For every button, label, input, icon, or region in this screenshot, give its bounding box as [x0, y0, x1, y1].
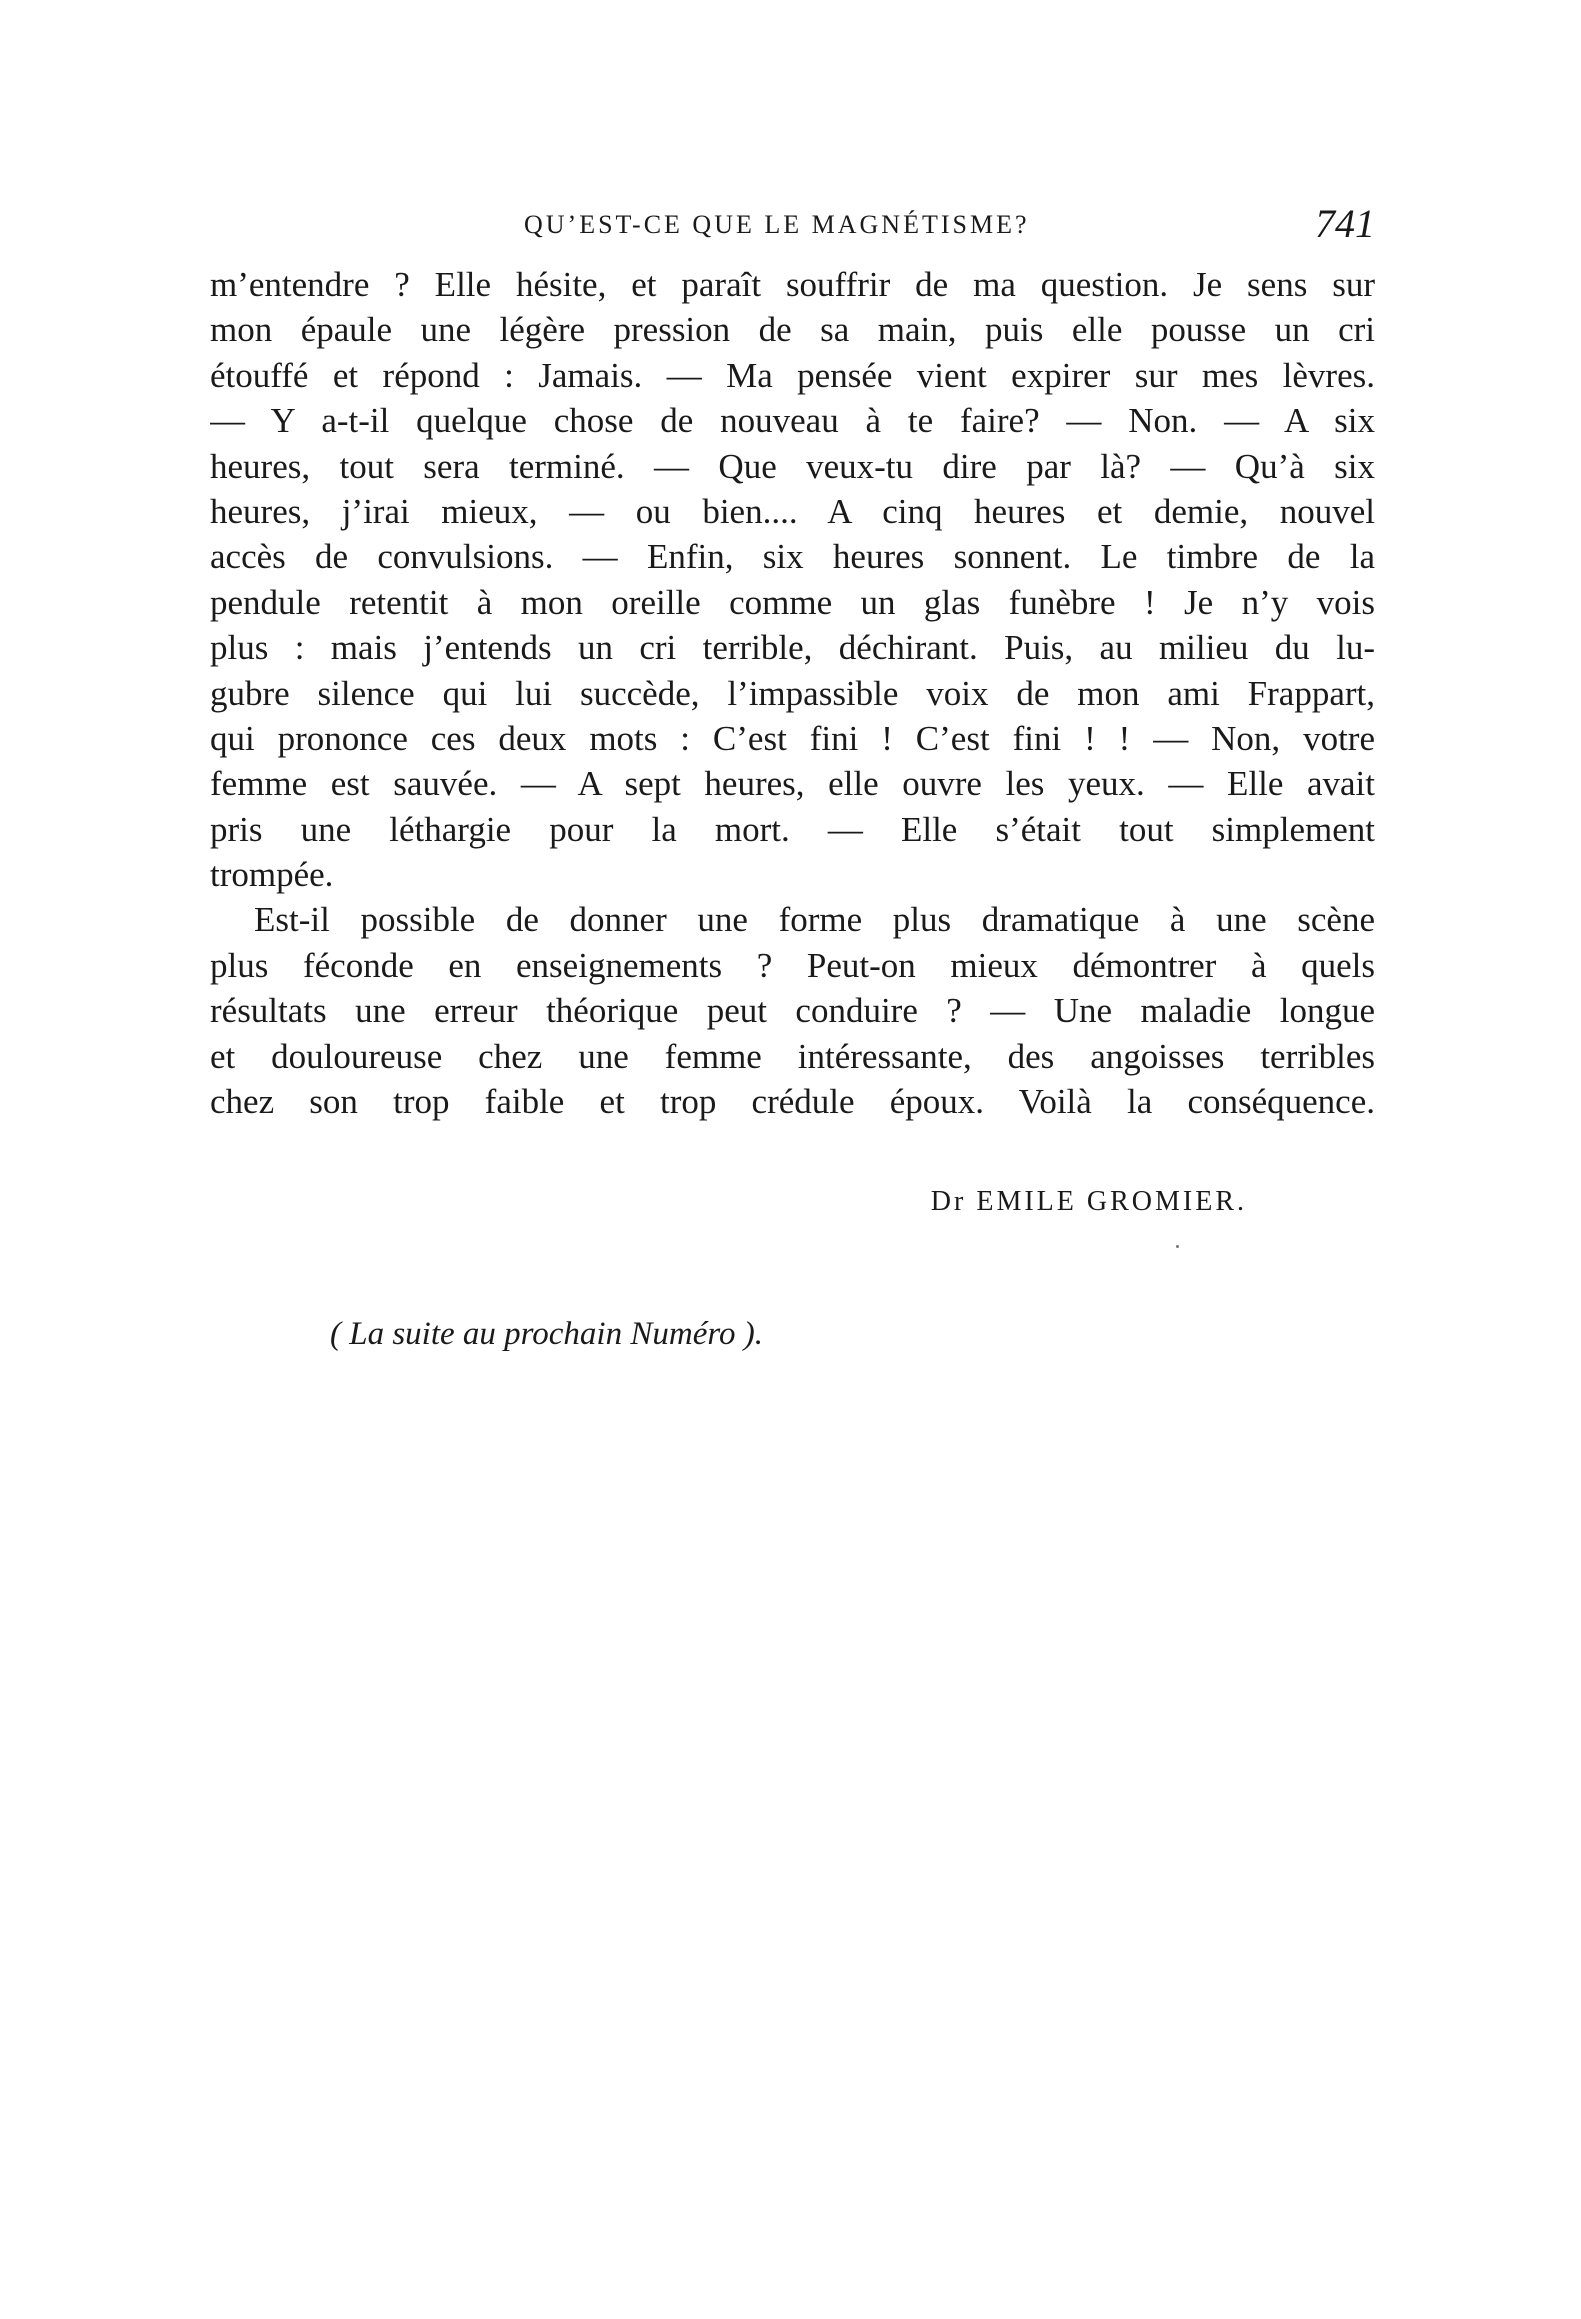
author-signature: Dr EMILE GROMIER.	[930, 1186, 1247, 1217]
text-line: étouffé et répond : Jamais. — Ma pensée vient expirer sur mes lèvres.	[210, 355, 1375, 395]
text-line: m’entendre ? Elle hésite, et paraît souffrir de ma question. Je sens sur	[210, 265, 1375, 304]
text-line: qui prononce ces deux mots : C’est fini ! C’est fini ! ! — Non, votre	[210, 718, 1375, 758]
page-number: 741	[1315, 201, 1375, 246]
text-line: pris une léthargie pour la mort. — Elle s’était tout simplement	[210, 809, 1375, 849]
paragraph	[210, 262, 1375, 897]
text-line: — Y a-t-il quelque chose de nouveau à te faire? — Non. — A six	[210, 401, 1375, 441]
text-line: trompée.	[210, 855, 334, 895]
text-line: plus : mais j’entends un cri terrible, déchirant. Puis, au milieu du lu-	[210, 628, 1375, 668]
text-line: gubre silence qui lui succède, l’impassible voix de mon ami Frappart,	[210, 673, 1375, 713]
article-body	[210, 262, 1375, 1124]
paragraph	[210, 897, 1375, 1124]
page-header	[210, 200, 1375, 252]
text-line: accès de convulsions. — Enfin, six heures sonnent. Le timbre de la	[210, 537, 1375, 577]
text-line: pendule retentit à mon oreille comme un glas funèbre ! Je n’y vois	[210, 582, 1375, 622]
text-line: et douloureuse chez une femme intéressante, des angoisses terribles	[210, 1036, 1375, 1076]
text-line: femme est sauvée. — A sept heures, elle ouvre les yeux. — Elle avait	[210, 764, 1375, 804]
text-line: heures, tout sera terminé. — Que veux-tu dire par là? — Qu’à six	[210, 446, 1375, 486]
text-line: heures, j’irai mieux, — ou bien.... A cinq heures et demie, nouvel	[210, 491, 1375, 531]
text-line: résultats une erreur théorique peut conduire ? — Une maladie longue	[210, 991, 1375, 1031]
text-line: Est-il possible de donner une forme plus dramatique à une scène	[254, 900, 1375, 940]
running-title: QU’EST-CE QUE LE MAGNÉTISME?	[524, 210, 1030, 239]
text-line: mon épaule une légère pression de sa main, puis elle pousse un cri	[210, 310, 1375, 350]
text-line: plus féconde en enseignements ? Peut-on mieux démontrer à quels	[210, 945, 1375, 985]
print-speck	[1176, 1245, 1179, 1248]
continuation-note: ( La suite au prochain Numéro ).	[330, 1316, 763, 1352]
text-line: chez son trop faible et trop crédule époux. Voilà la conséquence.	[210, 1082, 1375, 1122]
